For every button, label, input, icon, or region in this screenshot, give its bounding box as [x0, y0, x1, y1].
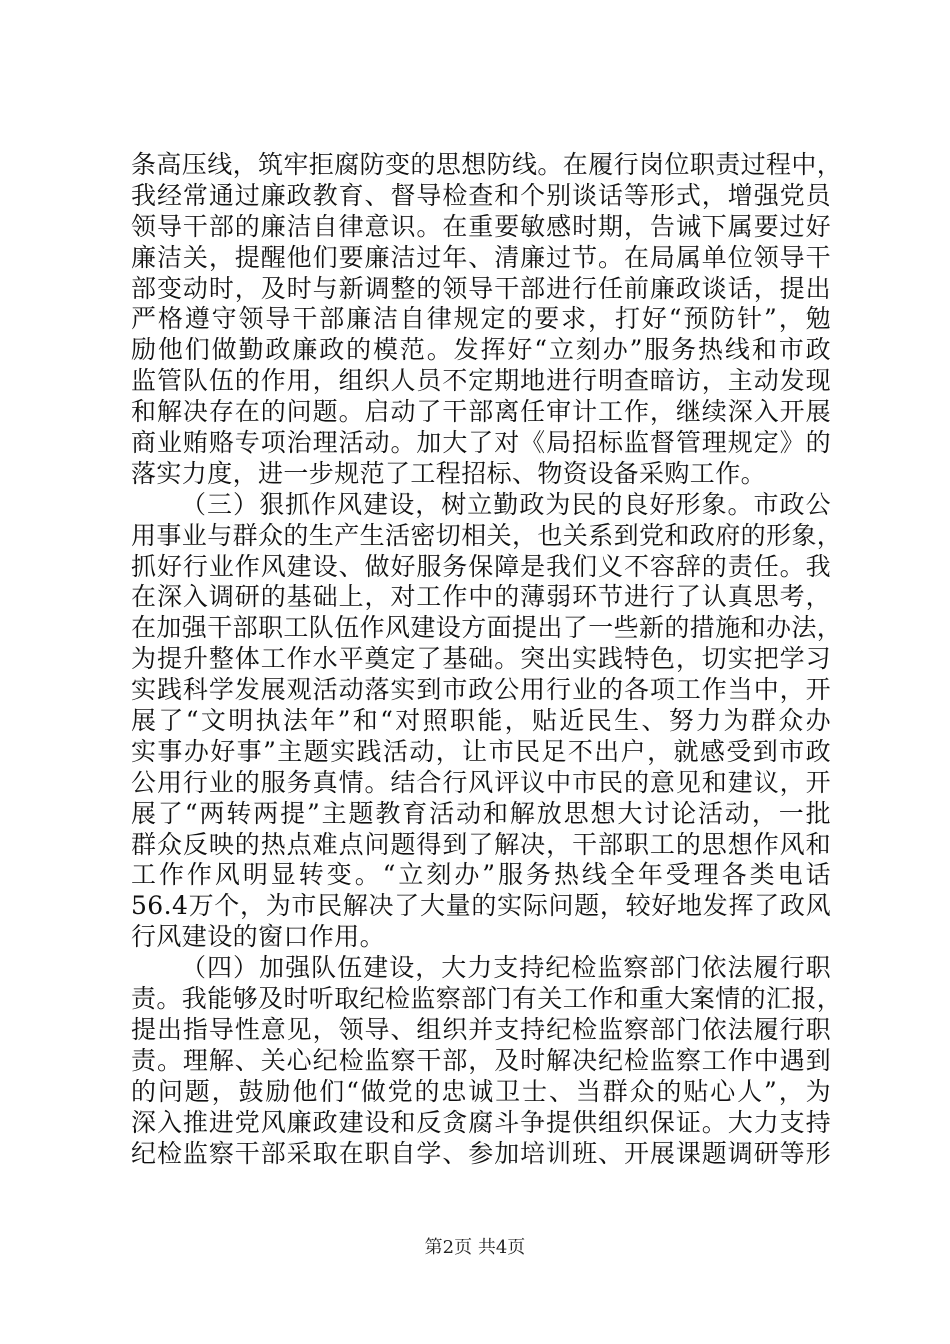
text-line: （三）狠抓作风建设，树立勤政为民的良好形象。市政公	[181, 489, 831, 519]
text-line: 公用行业的服务真情。结合行风评议中市民的意见和建议，开	[131, 767, 831, 797]
text-line: 部变动时，及时与新调整的领导干部进行任前廉政谈话，提出	[131, 273, 831, 303]
text-line: 严格遵守领导干部廉洁自律规定的要求，打好“预防针”，勉	[131, 304, 831, 334]
text-line: 行风建设的窗口作用。	[131, 922, 386, 952]
text-line: 和解决存在的问题。启动了干部离任审计工作，继续深入开展	[131, 397, 831, 427]
text-line: 纪检监察干部采取在职自学、参加培训班、开展课题调研等形	[131, 1138, 831, 1168]
text-line: 展了“两转两提”主题教育活动和解放思想大讨论活动，一批	[131, 798, 831, 828]
text-line: 在深入调研的基础上，对工作中的薄弱环节进行了认真思考，	[131, 582, 831, 612]
text-line: 条高压线，筑牢拒腐防变的思想防线。在履行岗位职责过程中，	[131, 150, 843, 179]
text-line: 为提升整体工作水平奠定了基础。突出实践特色，切实把学习	[131, 644, 831, 674]
text-line: 责。理解、关心纪检监察干部，及时解决纪检监察工作中遇到	[131, 1045, 831, 1075]
text-line: 商业贿赂专项治理活动。加大了对《局招标监督管理规定》的	[131, 428, 831, 458]
text-line: 56.4万个，为市民解决了大量的实际问题，较好地发挥了政风	[131, 891, 831, 921]
text-line: 深入推进党风廉政建设和反贪腐斗争提供组织保证。大力支持	[131, 1107, 831, 1137]
text-line: 领导干部的廉洁自律意识。在重要敏感时期，告诫下属要过好	[131, 211, 831, 241]
text-line: 的问题，鼓励他们“做党的忠诚卫士、当群众的贴心人”，为	[131, 1076, 831, 1106]
text-line: 励他们做勤政廉政的模范。发挥好“立刻办”服务热线和市政	[131, 335, 831, 365]
text-line: 抓好行业作风建设、做好服务保障是我们义不容辞的责任。我	[131, 551, 831, 581]
text-line: 落实力度，进一步规范了工程招标、物资设备采购工作。	[131, 458, 767, 488]
text-line: 提出指导性意见，领导、组织并支持纪检监察部门依法履行职	[131, 1014, 831, 1044]
text-line: 责。我能够及时听取纪检监察部门有关工作和重大案情的汇报，	[131, 984, 843, 1014]
text-line: 群众反映的热点难点问题得到了解决，干部职工的思想作风和	[131, 829, 831, 859]
text-line: 我经常通过廉政教育、督导检查和个别谈话等形式，增强党员	[131, 180, 831, 210]
body-text	[131, 150, 843, 1169]
text-line: 实事办好事”主题实践活动，让市民足不出户，就感受到市政	[131, 736, 831, 766]
text-line: 监管队伍的作用，组织人员不定期地进行明查暗访，主动发现	[131, 366, 831, 396]
text-line: 在加强干部职工队伍作风建设方面提出了一些新的措施和办法，	[131, 613, 843, 643]
text-line: 用事业与群众的生产生活密切相关，也关系到党和政府的形象，	[131, 520, 843, 550]
text-line: （四）加强队伍建设，大力支持纪检监察部门依法履行职	[181, 953, 831, 983]
text-line: 展了“文明执法年”和“对照职能，贴近民生、努力为群众办	[131, 706, 831, 736]
text-line: 工作作风明显转变。“立刻办”服务热线全年受理各类电话	[131, 860, 831, 890]
text-line: 廉洁关，提醒他们要廉洁过年、清廉过节。在局属单位领导干	[131, 242, 831, 272]
text-line: 实践科学发展观活动落实到市政公用行业的各项工作当中，开	[131, 675, 831, 705]
page-footer: 第2页 共4页	[424, 1237, 526, 1258]
